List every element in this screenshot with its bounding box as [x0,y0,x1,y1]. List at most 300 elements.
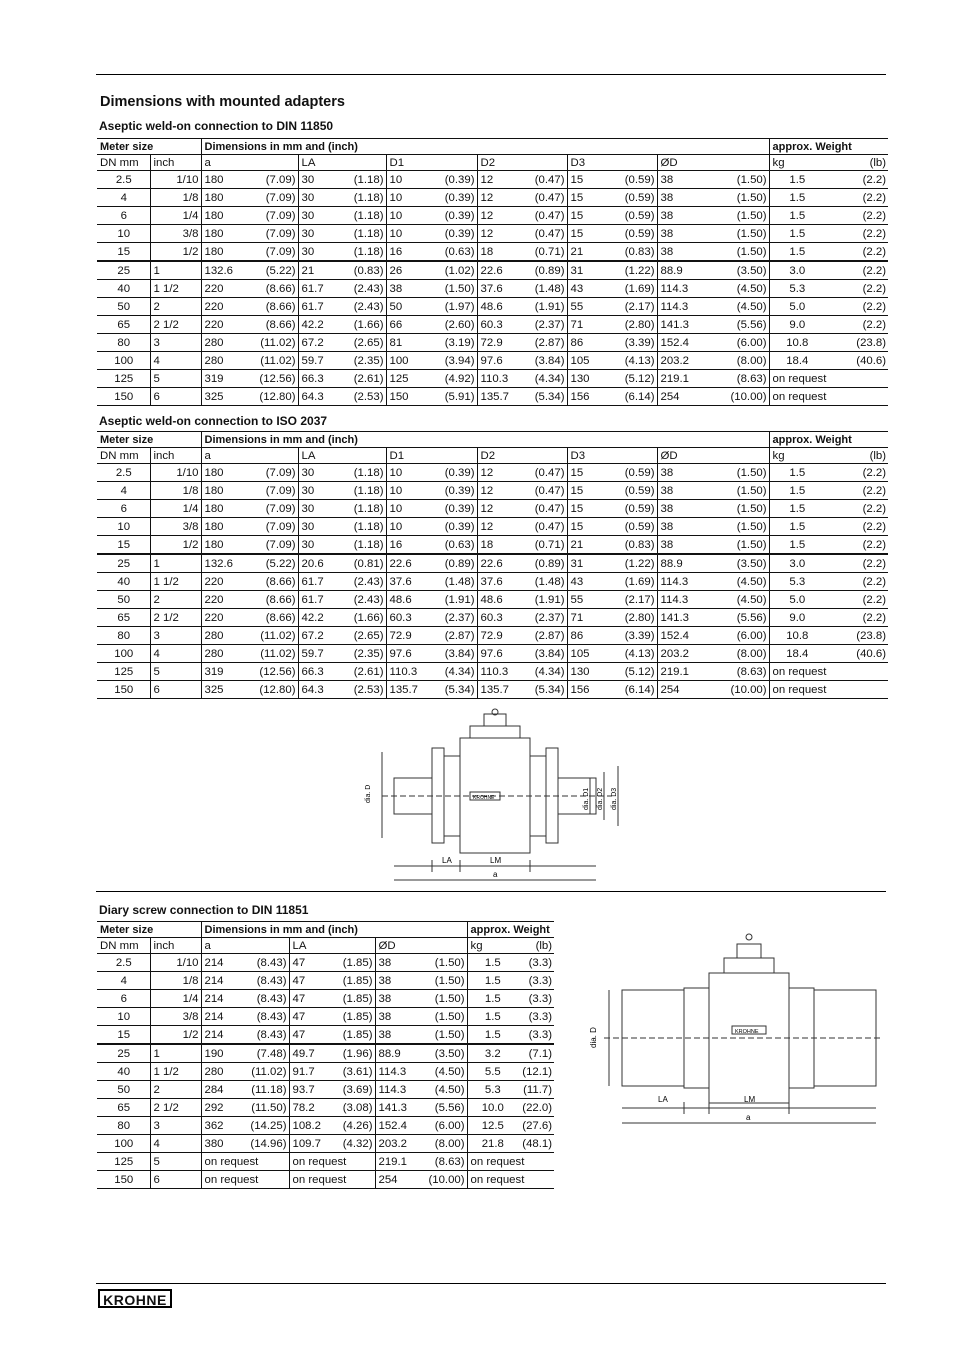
table-cell: 9.0 [769,316,824,334]
table-cell: (0.39) [430,464,477,482]
table-cell: (8.43) [245,972,289,990]
table-cell: DN mm [97,448,150,464]
table-cell: 1/10 [150,171,201,189]
table-cell: 3 [150,627,201,645]
table-cell: (8.66) [245,316,298,334]
table-cell: 50 [97,1081,150,1099]
table-cell: (0.39) [430,207,477,225]
table-cell: 141.3 [657,316,711,334]
table-cell: 61.7 [298,280,340,298]
table-cell: 31 [567,554,611,573]
table-cell: 9.0 [769,609,824,627]
table-cell: 214 [201,954,245,972]
table-cell: (2.2) [824,591,888,609]
table-cell: on request [769,370,888,388]
table-cell: 15 [567,518,611,536]
table-cell: 100 [97,645,150,663]
table-cell: (5.12) [611,370,657,388]
table-cell: 2 [150,298,201,316]
table-cell: (1.91) [430,591,477,609]
table-cell: 38 [657,243,711,262]
table-cell: 1/8 [150,482,201,500]
table-row [97,681,888,699]
table-cell: 1/10 [150,464,201,482]
table-cell: 31 [567,261,611,280]
table-cell: (2.65) [340,334,386,352]
table-row [97,663,888,681]
dia-d-label: dia. D [365,784,372,803]
table-row [97,591,888,609]
table-cell: (1.18) [340,171,386,189]
table-cell: (11.7) [517,1081,554,1099]
table-cell: (1.85) [331,1008,375,1026]
table-cell: on request [201,1171,289,1189]
table-cell: 325 [201,681,245,699]
table-cell: 5 [150,663,201,681]
table-cell: 43 [567,573,611,591]
table-cell: 55 [567,591,611,609]
table-cell: 114.3 [657,591,711,609]
table-cell: on request [467,1171,554,1189]
table-cell: (11.02) [245,1063,289,1081]
table-cell: 97.6 [477,645,527,663]
table-cell: 254 [657,681,711,699]
table-cell: (1.50) [711,536,769,555]
table-cell: 6 [97,990,150,1008]
table-cell: (1.50) [711,500,769,518]
table-row [97,189,888,207]
table-cell: (2.65) [340,627,386,645]
table-cell: (5.12) [611,663,657,681]
table-cell: 1 1/2 [150,573,201,591]
table-cell: on request [201,1153,289,1171]
table-cell: 88.9 [657,554,711,573]
table-cell: 280 [201,352,245,370]
table-cell: (6.14) [611,681,657,699]
table-row [97,536,888,555]
table-cell: 180 [201,189,245,207]
table-cell: (3.39) [611,334,657,352]
table-cell: (3.3) [517,990,554,1008]
table-cell: 47 [289,1026,331,1045]
table-cell: 26 [386,261,430,280]
table-cell: 135.7 [477,681,527,699]
table-cell: 5 [150,1153,201,1171]
table1-title: Aseptic weld-on connection to DIN 11850 [99,119,334,133]
table-cell: (0.59) [611,500,657,518]
table-cell: (6.00) [711,334,769,352]
table-cell: 30 [298,482,340,500]
table-cell: (11.02) [245,352,298,370]
table-cell: (1.85) [331,990,375,1008]
table-cell: 150 [386,388,430,406]
table-cell: (1.50) [711,207,769,225]
table-cell: (1.22) [611,554,657,573]
table-cell: 78.2 [289,1099,331,1117]
table-cell: 15 [567,207,611,225]
table-cell: 30 [298,536,340,555]
table-row [97,1117,554,1135]
table-cell: 1/8 [150,972,201,990]
table-cell: on request [769,681,888,699]
table-row [97,243,888,262]
table-cell: 18 [477,243,527,262]
table-cell: 219.1 [375,1153,421,1171]
table-cell: 6 [150,388,201,406]
table-cell: 114.3 [657,573,711,591]
table-cell: (2.80) [611,609,657,627]
table-cell: 71 [567,316,611,334]
table-cell: 150 [97,681,150,699]
table-row [97,645,888,663]
table-cell: (7.09) [245,171,298,189]
table-cell: (1.18) [340,243,386,262]
table-cell: D3 [567,448,657,464]
table-cell: (8.63) [421,1153,467,1171]
table-cell: 292 [201,1099,245,1117]
table-cell: (2.2) [824,482,888,500]
table-cell: (lb) [824,448,888,464]
dia-d3-label: dia. D3 [611,787,618,810]
table-cell: (8.00) [711,352,769,370]
table-cell: (lb) [517,938,554,954]
table-row [97,1099,554,1117]
table-cell: (5.91) [430,388,477,406]
table-cell: (2.43) [340,591,386,609]
table-row [97,518,888,536]
table-cell: Dimensions in mm and (inch) [201,432,769,448]
table-cell: 5.3 [769,573,824,591]
table-row [97,554,888,573]
table-cell: 47 [289,990,331,1008]
table-cell: Dimensions in mm and (inch) [201,922,467,938]
table-cell: (3.50) [421,1044,467,1063]
table-cell: (2.2) [824,573,888,591]
table-cell: (8.43) [245,1026,289,1045]
table-cell: inch [150,448,201,464]
table-row [97,171,888,189]
table-cell: 42.2 [298,316,340,334]
table-cell: 72.9 [477,627,527,645]
table-cell: 141.3 [657,609,711,627]
table-cell: 220 [201,609,245,627]
table-cell: (1.50) [421,972,467,990]
table-cell: 80 [97,1117,150,1135]
table-cell: (8.66) [245,609,298,627]
table-cell: (27.6) [517,1117,554,1135]
table-row [97,316,888,334]
table-cell: 180 [201,500,245,518]
table-cell: (11.02) [245,627,298,645]
table-cell: Meter size [97,432,201,448]
table-cell: (7.09) [245,500,298,518]
table-cell: (2.61) [340,370,386,388]
table-cell: 25 [97,554,150,573]
table-cell: 12 [477,464,527,482]
table-cell: 80 [97,334,150,352]
dia-d1-label: dia. D1 [583,787,590,810]
table-cell: 132.6 [201,261,245,280]
table-cell: (2.35) [340,645,386,663]
table-cell: 30 [298,518,340,536]
table-cell: inch [150,155,201,171]
table-cell: (1.85) [331,972,375,990]
table-cell: (2.2) [824,536,888,555]
table-cell: (2.2) [824,280,888,298]
table-cell: (1.50) [711,482,769,500]
table-cell: (0.47) [527,500,567,518]
table-cell: (1.18) [340,189,386,207]
table-cell: (0.89) [430,554,477,573]
table-cell: 37.6 [477,573,527,591]
table-cell: approx. Weight [467,922,554,938]
table-cell: (14.96) [245,1135,289,1153]
a-label: a [493,870,498,879]
table-cell: 219.1 [657,663,711,681]
table-cell: (1.69) [611,280,657,298]
table-cell: 38 [375,1026,421,1045]
table-cell: (1.48) [527,573,567,591]
table-cell: 22.6 [477,261,527,280]
table-cell: 150 [97,1171,150,1189]
table-cell: (1.50) [421,990,467,1008]
table-cell: 1.5 [769,225,824,243]
table-cell: (1.96) [331,1044,375,1063]
table-cell: 380 [201,1135,245,1153]
section-title: Dimensions with mounted adapters [100,94,345,110]
table-cell: (12.80) [245,388,298,406]
table-cell: 21 [567,536,611,555]
table-cell: 38 [657,536,711,555]
table-cell: 60.3 [477,316,527,334]
la-label: LA [442,856,452,865]
table-cell: (4.50) [421,1063,467,1081]
table-cell: (2.2) [824,316,888,334]
table-cell: 110.3 [477,370,527,388]
table-cell: (4.92) [430,370,477,388]
table-cell: 319 [201,370,245,388]
table-cell: 38 [657,207,711,225]
table-cell: (5.34) [430,681,477,699]
table-cell: (1.50) [711,189,769,207]
table-row [97,500,888,518]
table-cell: (8.63) [711,663,769,681]
table-cell: 15 [97,243,150,262]
table-cell: 10 [97,518,150,536]
table-cell: 1.5 [769,243,824,262]
table-cell: 18 [477,536,527,555]
table-cell: 10 [97,225,150,243]
table-cell: (5.56) [711,316,769,334]
table-cell: 319 [201,663,245,681]
table-cell: 5.0 [769,591,824,609]
table-cell: 42.2 [298,609,340,627]
table-cell: (2.43) [340,573,386,591]
table-cell: 15 [567,500,611,518]
table-cell: 109.7 [289,1135,331,1153]
table-cell: 254 [657,388,711,406]
table-cell: (1.50) [421,1008,467,1026]
table-cell: 190 [201,1044,245,1063]
table-cell: 284 [201,1081,245,1099]
table-cell: (2.80) [611,316,657,334]
table-cell: (11.50) [245,1099,289,1117]
table-cell: (7.1) [517,1044,554,1063]
lm-label-2: LM [744,1095,756,1104]
table-cell: 38 [657,500,711,518]
table-cell: (2.61) [340,663,386,681]
table-cell: 219.1 [657,370,711,388]
table-row [97,954,554,972]
table-cell: 110.3 [477,663,527,681]
table-cell: 3.2 [467,1044,517,1063]
table-header-row [97,139,888,155]
table-cell: 5.3 [467,1081,517,1099]
footer-rule [96,1283,886,1284]
table-cell: (4.26) [331,1117,375,1135]
table-cell: (0.83) [611,536,657,555]
top-rule [96,74,886,75]
table-cell: a [201,938,289,954]
table-cell: DN mm [97,155,150,171]
table-cell: 38 [386,280,430,298]
table-header-row [97,432,888,448]
table-cell: 2 1/2 [150,1099,201,1117]
table-cell: (4.34) [430,663,477,681]
table-cell: 2 1/2 [150,609,201,627]
table-cell: 1/8 [150,189,201,207]
table-cell: (7.09) [245,482,298,500]
table-cell: (3.50) [711,554,769,573]
table-cell: (1.50) [711,225,769,243]
table-cell: 91.7 [289,1063,331,1081]
table-cell: 38 [657,171,711,189]
table-cell: (6.00) [421,1117,467,1135]
table-cell: (8.43) [245,954,289,972]
table-cell: (1.69) [611,573,657,591]
table-cell: (5.34) [527,388,567,406]
table-cell: 18.4 [769,352,824,370]
table-cell: (0.63) [430,243,477,262]
table-cell: 22.6 [386,554,430,573]
table-cell: (0.47) [527,518,567,536]
table-cell: 10 [386,171,430,189]
table-cell: (1.50) [711,518,769,536]
table-cell: (1.50) [421,954,467,972]
table-cell: 10 [386,207,430,225]
table-cell: 152.4 [657,627,711,645]
table-cell: 48.6 [477,591,527,609]
table-cell: 114.3 [657,298,711,316]
table-cell: (7.48) [245,1044,289,1063]
table-cell: 12 [477,207,527,225]
table-cell: (0.71) [527,243,567,262]
table-cell: (1.97) [430,298,477,316]
table-cell: (4.50) [711,573,769,591]
table-cell: 1 [150,1044,201,1063]
table-cell: approx. Weight [769,432,888,448]
table-cell: (2.2) [824,189,888,207]
table-cell: (2.2) [824,261,888,280]
table-cell: 49.7 [289,1044,331,1063]
table-row [97,370,888,388]
table-cell: (3.3) [517,954,554,972]
dia-d2-label: dia. D2 [597,787,604,810]
table-cell: (2.37) [430,609,477,627]
table-cell: 214 [201,1008,245,1026]
table-cell: 3 [150,334,201,352]
krohne-logo: KROHNE [98,1289,172,1308]
table-cell: (4.34) [527,370,567,388]
table-cell: 59.7 [298,352,340,370]
table-cell: kg [769,155,824,171]
table-cell: 280 [201,645,245,663]
table-cell: 1/2 [150,536,201,555]
table-cell: 3 [150,1117,201,1135]
table-cell: 60.3 [477,609,527,627]
table-cell: 4 [150,1135,201,1153]
table-cell: (11.18) [245,1081,289,1099]
table-cell: (2.2) [824,500,888,518]
table-cell: (2.2) [824,518,888,536]
table-cell: 50 [386,298,430,316]
table-cell: Meter size [97,922,201,938]
table-cell: kg [769,448,824,464]
dia-d-label-2: dia. D [589,1027,598,1048]
table-cell: ØD [375,938,467,954]
table-cell: 156 [567,681,611,699]
table-cell: (2.87) [527,334,567,352]
table-cell: 100 [97,352,150,370]
table-cell: (0.39) [430,171,477,189]
table-cell: (1.18) [340,536,386,555]
table-cell: on request [289,1153,375,1171]
table-cell: (2.2) [824,243,888,262]
table-cell: 40 [97,573,150,591]
table-cell: (8.66) [245,298,298,316]
table-cell: LA [298,155,386,171]
table-cell: (lb) [824,155,888,171]
table-cell: D2 [477,448,567,464]
table-cell: 1.5 [467,1026,517,1045]
table-cell: 3.0 [769,554,824,573]
table-cell: 203.2 [375,1135,421,1153]
table-cell: 1.5 [769,536,824,555]
table-row [97,1171,554,1189]
table-cell: 132.6 [201,554,245,573]
table-cell: on request [289,1171,375,1189]
table-cell: (5.34) [527,681,567,699]
table-cell: 10.8 [769,334,824,352]
table-cell: 22.6 [477,554,527,573]
table-cell: (1.50) [430,280,477,298]
table-cell: 15 [567,189,611,207]
table-cell: (10.00) [711,388,769,406]
table-cell: (1.91) [527,591,567,609]
table-cell: 150 [97,388,150,406]
table-cell: 280 [201,627,245,645]
table-cell: (23.8) [824,627,888,645]
table-cell: (3.3) [517,972,554,990]
table-cell: 125 [97,1153,150,1171]
table-cell: 6 [97,500,150,518]
table-cell: 180 [201,207,245,225]
table-cell: 1.5 [769,189,824,207]
table-cell: (0.59) [611,464,657,482]
table-cell: (3.61) [331,1063,375,1081]
table-cell: 5.0 [769,298,824,316]
table-cell: 97.6 [386,645,430,663]
